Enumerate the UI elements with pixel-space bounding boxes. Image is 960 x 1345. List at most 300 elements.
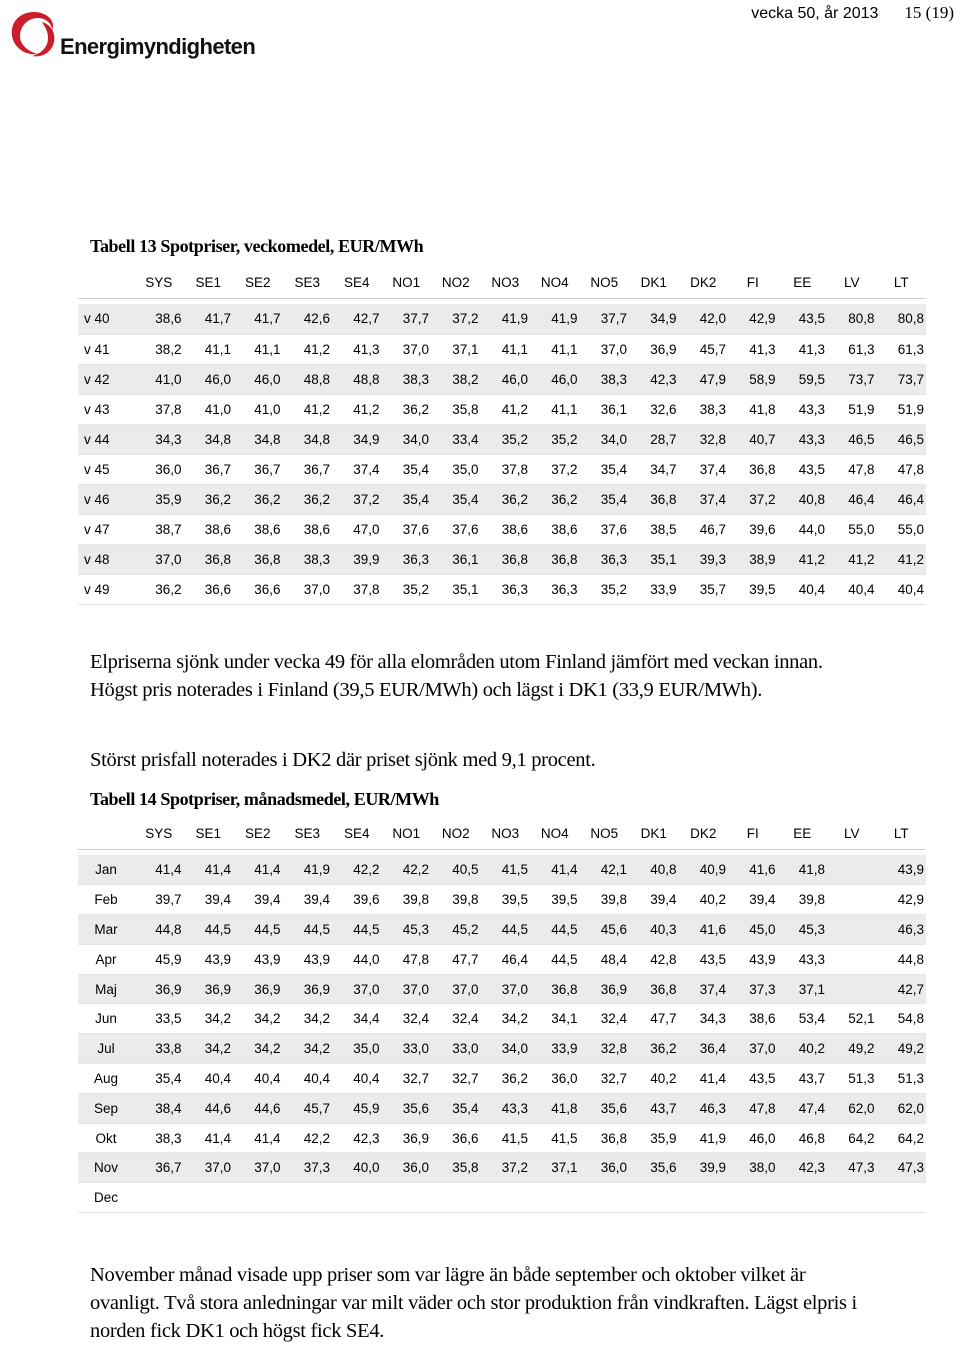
price-cell: 37,0: [303, 581, 330, 597]
logo-text: Energimyndigheten: [60, 34, 256, 59]
row-label: Mar: [94, 921, 118, 937]
column-header: SE1: [195, 826, 222, 842]
price-cell: 64,2: [848, 1130, 875, 1146]
price-cell: 40,2: [798, 1041, 825, 1057]
price-cell: 40,5: [452, 862, 479, 878]
month-row: [78, 1034, 926, 1064]
table13: [78, 268, 926, 605]
price-cell: 37,0: [402, 981, 429, 997]
price-cell: 34,0: [501, 1041, 528, 1057]
price-cell: 38,3: [303, 551, 330, 567]
price-cell: 46,0: [551, 371, 578, 387]
corner-cell: [78, 268, 134, 298]
price-cell: 37,2: [749, 491, 776, 507]
price-cell: 33,9: [551, 1041, 578, 1057]
price-cell: 37,7: [402, 311, 429, 327]
column-header: FI: [746, 826, 759, 842]
price-cell: 36,9: [254, 981, 281, 997]
price-cell: 61,3: [848, 341, 875, 357]
corner-cell: [78, 819, 134, 849]
price-cell: 37,7: [600, 311, 627, 327]
price-cell: 46,5: [897, 431, 924, 447]
price-cell: 40,8: [650, 862, 677, 878]
price-cell: 37,1: [551, 1160, 578, 1176]
price-cell: 36,8: [551, 981, 578, 997]
price-cell: 46,0: [749, 1130, 776, 1146]
row-label: Feb: [94, 892, 118, 908]
price-cell: 41,9: [303, 862, 330, 878]
column-header: NO5: [590, 826, 619, 842]
price-cell: 38,3: [402, 371, 429, 387]
price-cell: 36,9: [204, 981, 231, 997]
price-cell: 49,2: [848, 1041, 875, 1057]
row-label: Aug: [93, 1070, 119, 1086]
price-cell: 41,5: [551, 1130, 578, 1146]
column-header: DK1: [640, 826, 667, 842]
price-cell: 39,4: [254, 892, 281, 908]
price-cell: 32,7: [402, 1070, 429, 1086]
price-cell: 34,3: [155, 431, 182, 447]
price-cell: [134, 1183, 184, 1213]
table14: [78, 819, 926, 1213]
price-cell: 34,2: [501, 1011, 528, 1027]
price-cell: 38,2: [155, 341, 182, 357]
price-cell: 34,9: [650, 311, 677, 327]
price-cell: 41,9: [551, 311, 578, 327]
price-cell: 37,2: [551, 461, 578, 477]
price-cell: 36,9: [650, 341, 677, 357]
price-cell: 35,4: [402, 491, 429, 507]
swirl-logo-icon: [6, 6, 62, 62]
week-row: [78, 454, 926, 484]
column-header: LT: [893, 826, 909, 842]
week-row: [78, 544, 926, 574]
column-header: NO4: [540, 275, 569, 291]
price-cell: 34,0: [600, 431, 627, 447]
price-cell: 45,6: [600, 921, 627, 937]
price-cell: 34,8: [204, 431, 231, 447]
column-header: LV: [843, 826, 860, 842]
price-cell: 36,2: [155, 581, 182, 597]
price-cell: 41,0: [155, 371, 182, 387]
price-cell: 36,3: [600, 551, 627, 567]
price-cell: 37,1: [452, 341, 479, 357]
price-cell: 46,0: [254, 371, 281, 387]
price-cell: 35,4: [452, 491, 479, 507]
price-cell: 44,5: [204, 921, 231, 937]
week-row: [78, 484, 926, 514]
price-cell: 36,2: [650, 1041, 677, 1057]
row-label: v 44: [84, 431, 110, 447]
price-cell: 35,0: [452, 461, 479, 477]
column-header: SE4: [343, 826, 370, 842]
price-cell: [778, 1183, 828, 1213]
price-cell: 37,0: [353, 981, 380, 997]
column-header: SYS: [145, 826, 173, 842]
price-cell: 39,6: [353, 892, 380, 908]
price-cell: 35,2: [501, 431, 528, 447]
price-cell: 43,7: [798, 1070, 825, 1086]
price-cell: 41,6: [699, 921, 726, 937]
price-cell: 36,3: [402, 551, 429, 567]
price-cell: 41,1: [254, 341, 281, 357]
price-cell: 41,5: [501, 1130, 528, 1146]
price-cell: 36,6: [254, 581, 281, 597]
week-label: vecka 50, år 2013: [751, 5, 879, 22]
price-cell: 46,4: [897, 491, 924, 507]
price-cell: 35,4: [600, 461, 627, 477]
price-cell: 35,4: [155, 1070, 182, 1086]
price-cell: 33,0: [402, 1041, 429, 1057]
price-cell: 41,2: [303, 341, 330, 357]
price-cell: 36,8: [650, 981, 677, 997]
price-cell: 36,8: [600, 1130, 627, 1146]
price-cell: 36,8: [501, 551, 528, 567]
price-cell: 46,0: [204, 371, 231, 387]
row-label: Okt: [95, 1130, 117, 1146]
price-cell: 44,0: [798, 521, 825, 537]
price-cell: 36,0: [600, 1160, 627, 1176]
price-cell: 34,1: [551, 1011, 578, 1027]
column-header: SE2: [244, 275, 271, 291]
column-header: NO1: [392, 275, 421, 291]
price-cell: 37,0: [155, 551, 182, 567]
price-cell: 44,5: [501, 921, 528, 937]
price-cell: 36,3: [551, 581, 578, 597]
price-cell: 38,4: [155, 1100, 182, 1116]
price-cell: 38,9: [749, 551, 776, 567]
price-cell: 42,2: [303, 1130, 330, 1146]
price-cell: 40,4: [897, 581, 924, 597]
price-cell: 39,4: [204, 892, 231, 908]
price-cell: 62,0: [848, 1100, 875, 1116]
price-cell: 45,9: [155, 951, 182, 967]
price-cell: 48,4: [600, 951, 627, 967]
price-cell: 32,8: [699, 431, 726, 447]
price-cell: 47,4: [798, 1100, 825, 1116]
price-cell: 44,5: [551, 951, 578, 967]
price-cell: 40,3: [650, 921, 677, 937]
table-header-row: [78, 268, 926, 298]
price-cell: 41,1: [551, 341, 578, 357]
price-cell: 32,7: [452, 1070, 479, 1086]
month-row: [78, 1153, 926, 1183]
price-cell: 41,2: [798, 551, 825, 567]
price-cell: 59,5: [798, 371, 825, 387]
price-cell: [481, 1183, 531, 1213]
price-cell: 36,8: [204, 551, 231, 567]
price-cell: 38,2: [452, 371, 479, 387]
price-cell: 38,6: [551, 521, 578, 537]
price-cell: 47,9: [699, 371, 726, 387]
price-cell: 35,1: [650, 551, 677, 567]
price-cell: 38,6: [254, 521, 281, 537]
price-cell: 37,0: [749, 1041, 776, 1057]
price-cell: 37,0: [204, 1160, 231, 1176]
price-cell: 37,4: [699, 461, 726, 477]
price-cell: 43,5: [699, 951, 726, 967]
price-cell: 47,7: [452, 951, 479, 967]
column-header: SE2: [244, 826, 271, 842]
price-cell: 36,4: [699, 1041, 726, 1057]
price-cell: 73,7: [848, 371, 875, 387]
price-cell: 44,6: [204, 1100, 231, 1116]
price-cell: 44,0: [353, 951, 380, 967]
price-cell: 33,8: [155, 1041, 182, 1057]
price-cell: 35,4: [600, 491, 627, 507]
price-cell: 37,0: [501, 981, 528, 997]
price-cell: 41,4: [551, 862, 578, 878]
price-cell: 37,0: [254, 1160, 281, 1176]
month-row: [78, 915, 926, 945]
price-cell: 33,4: [452, 431, 479, 447]
row-label: Jan: [95, 862, 117, 878]
price-cell: 34,7: [650, 461, 677, 477]
price-cell: 51,3: [897, 1070, 924, 1086]
price-cell: 41,2: [897, 551, 924, 567]
price-cell: 36,7: [303, 461, 330, 477]
price-cell: 36,7: [204, 461, 231, 477]
price-cell: 80,8: [848, 311, 875, 327]
price-cell: [580, 1183, 630, 1213]
price-cell: 36,0: [155, 461, 182, 477]
price-cell: 41,4: [254, 1130, 281, 1146]
price-cell: 43,9: [303, 951, 330, 967]
price-cell: 36,1: [452, 551, 479, 567]
price-cell: 42,2: [353, 862, 380, 878]
price-cell: 36,2: [551, 491, 578, 507]
price-cell: 49,2: [897, 1041, 924, 1057]
row-label: v 45: [84, 461, 110, 477]
price-cell: [827, 1183, 877, 1213]
price-cell: 36,7: [254, 461, 281, 477]
price-cell: 48,8: [303, 371, 330, 387]
price-cell: 41,9: [501, 311, 528, 327]
price-cell: 39,8: [798, 892, 825, 908]
paragraph-largest-drop: Störst prisfall noterades i DK2 där priset sjönk med 9,1 procent.: [90, 749, 596, 771]
price-cell: 39,8: [452, 892, 479, 908]
price-cell: 46,5: [848, 431, 875, 447]
price-cell: 38,6: [303, 521, 330, 537]
price-cell: 43,5: [749, 1070, 776, 1086]
month-row: [78, 1093, 926, 1123]
row-label: v 47: [84, 521, 110, 537]
price-cell: 35,9: [155, 491, 182, 507]
price-cell: 58,9: [749, 371, 776, 387]
price-cell: 47,8: [402, 951, 429, 967]
price-cell: 36,2: [501, 1070, 528, 1086]
price-cell: 34,2: [303, 1011, 330, 1027]
price-cell: 46,4: [848, 491, 875, 507]
price-cell: 36,2: [402, 401, 429, 417]
column-header: NO2: [441, 275, 470, 291]
price-cell: [827, 944, 877, 974]
price-cell: 35,6: [650, 1160, 677, 1176]
price-cell: 33,0: [452, 1041, 479, 1057]
row-label: Apr: [95, 951, 117, 967]
price-cell: 33,9: [650, 581, 677, 597]
price-cell: 41,8: [749, 401, 776, 417]
column-header: SYS: [145, 275, 173, 291]
price-cell: 64,2: [897, 1130, 924, 1146]
price-cell: 39,5: [501, 892, 528, 908]
price-cell: 55,0: [848, 521, 875, 537]
price-cell: 39,6: [749, 521, 776, 537]
price-cell: 38,6: [749, 1011, 776, 1027]
price-cell: 36,0: [402, 1160, 429, 1176]
page-header: [751, 3, 954, 23]
price-cell: 41,7: [204, 311, 231, 327]
price-cell: 54,8: [897, 1011, 924, 1027]
price-cell: 35,1: [452, 581, 479, 597]
price-cell: 35,6: [600, 1100, 627, 1116]
month-row: [78, 885, 926, 915]
price-cell: 36,2: [204, 491, 231, 507]
row-label: v 40: [84, 311, 110, 327]
price-cell: 42,3: [650, 371, 677, 387]
column-header: SE3: [294, 826, 321, 842]
price-cell: 45,2: [452, 921, 479, 937]
price-cell: 47,0: [353, 521, 380, 537]
price-cell: 45,3: [402, 921, 429, 937]
price-cell: 42,6: [303, 311, 330, 327]
price-cell: 36,9: [600, 981, 627, 997]
month-row: [78, 974, 926, 1004]
row-label: Dec: [93, 1190, 118, 1206]
price-cell: 41,2: [353, 401, 380, 417]
price-cell: 41,7: [254, 311, 281, 327]
price-cell: 37,6: [402, 521, 429, 537]
price-cell: 41,2: [303, 401, 330, 417]
price-cell: 47,8: [749, 1100, 776, 1116]
price-cell: 35,2: [551, 431, 578, 447]
price-cell: 42,7: [353, 311, 380, 327]
table14-caption: Tabell 14 Spotpriser, månadsmedel, EUR/MWh: [90, 789, 439, 809]
price-cell: 43,7: [650, 1100, 677, 1116]
column-header: NO2: [441, 826, 470, 842]
price-cell: 41,3: [798, 341, 825, 357]
price-cell: [728, 1183, 778, 1213]
price-cell: 34,2: [204, 1041, 231, 1057]
price-cell: 44,8: [897, 951, 924, 967]
price-cell: 40,2: [650, 1070, 677, 1086]
price-cell: 46,3: [897, 921, 924, 937]
price-cell: 47,3: [848, 1160, 875, 1176]
column-header: EE: [793, 275, 812, 291]
price-cell: 40,4: [353, 1070, 380, 1086]
price-cell: 39,5: [551, 892, 578, 908]
price-cell: 44,5: [254, 921, 281, 937]
price-cell: 36,8: [749, 461, 776, 477]
price-cell: 35,4: [452, 1100, 479, 1116]
price-cell: 32,4: [452, 1011, 479, 1027]
price-cell: 34,2: [254, 1041, 281, 1057]
price-cell: 36,2: [303, 491, 330, 507]
price-cell: 36,9: [402, 1130, 429, 1146]
column-header: NO3: [491, 826, 520, 842]
price-cell: 46,3: [699, 1100, 726, 1116]
column-header: DK1: [640, 275, 667, 291]
price-cell: 37,1: [798, 981, 825, 997]
price-cell: 37,8: [353, 581, 380, 597]
price-cell: 35,2: [600, 581, 627, 597]
price-cell: 40,0: [353, 1160, 380, 1176]
week-row: [78, 334, 926, 364]
price-cell: 46,8: [798, 1130, 825, 1146]
column-header: EE: [793, 826, 812, 842]
price-cell: 42,8: [650, 951, 677, 967]
price-cell: 62,0: [897, 1100, 924, 1116]
price-cell: 38,5: [650, 521, 677, 537]
price-cell: 41,8: [798, 862, 825, 878]
price-cell: 33,5: [155, 1011, 182, 1027]
price-cell: 37,6: [452, 521, 479, 537]
column-header: FI: [746, 275, 759, 291]
price-cell: 32,8: [600, 1041, 627, 1057]
price-cell: [184, 1183, 234, 1213]
price-cell: 36,6: [204, 581, 231, 597]
row-label: Jul: [97, 1041, 115, 1057]
price-cell: 34,2: [303, 1041, 330, 1057]
page-number: 15 (19): [904, 3, 954, 22]
price-cell: 38,3: [155, 1130, 182, 1146]
price-cell: 46,0: [501, 371, 528, 387]
price-cell: [827, 915, 877, 945]
price-cell: 41,1: [204, 341, 231, 357]
price-cell: 43,5: [798, 461, 825, 477]
price-cell: 41,5: [501, 862, 528, 878]
price-cell: 44,6: [254, 1100, 281, 1116]
price-cell: 28,7: [650, 431, 677, 447]
price-cell: 37,8: [501, 461, 528, 477]
price-cell: 32,4: [600, 1011, 627, 1027]
price-cell: 35,9: [650, 1130, 677, 1146]
price-cell: 44,8: [155, 921, 182, 937]
row-label: Jun: [95, 1011, 117, 1027]
price-cell: 47,3: [897, 1160, 924, 1176]
price-cell: 39,9: [699, 1160, 726, 1176]
price-cell: 39,4: [303, 892, 330, 908]
price-cell: 35,8: [452, 1160, 479, 1176]
price-cell: 36,2: [254, 491, 281, 507]
price-cell: 51,9: [848, 401, 875, 417]
week-row: [78, 424, 926, 454]
price-cell: 36,9: [155, 981, 182, 997]
price-cell: 36,8: [551, 551, 578, 567]
price-cell: 47,7: [650, 1011, 677, 1027]
price-cell: 36,2: [501, 491, 528, 507]
price-cell: 38,7: [155, 521, 182, 537]
week-row: [78, 364, 926, 394]
price-cell: 43,9: [254, 951, 281, 967]
paragraph-weekly-summary: Elpriserna sjönk under vecka 49 för alla elområden utom Finland jämfört med veckan innan. Högst pris noterades i Finland (39,5 EUR/MWh) och lägst i DK1 (33,9 EUR/MWh).: [90, 651, 823, 701]
price-cell: 39,3: [699, 551, 726, 567]
price-cell: 45,3: [798, 921, 825, 937]
price-cell: 39,8: [402, 892, 429, 908]
table-header-row: [78, 819, 926, 849]
price-cell: 45,9: [353, 1100, 380, 1116]
price-cell: 41,4: [699, 1070, 726, 1086]
week-row: [78, 304, 926, 334]
row-label: Nov: [93, 1160, 118, 1176]
price-cell: 41,9: [699, 1130, 726, 1146]
price-cell: 44,5: [303, 921, 330, 937]
week-row: [78, 514, 926, 544]
price-cell: 34,9: [353, 431, 380, 447]
price-cell: 37,3: [303, 1160, 330, 1176]
price-cell: 40,9: [699, 862, 726, 878]
price-cell: 38,6: [501, 521, 528, 537]
